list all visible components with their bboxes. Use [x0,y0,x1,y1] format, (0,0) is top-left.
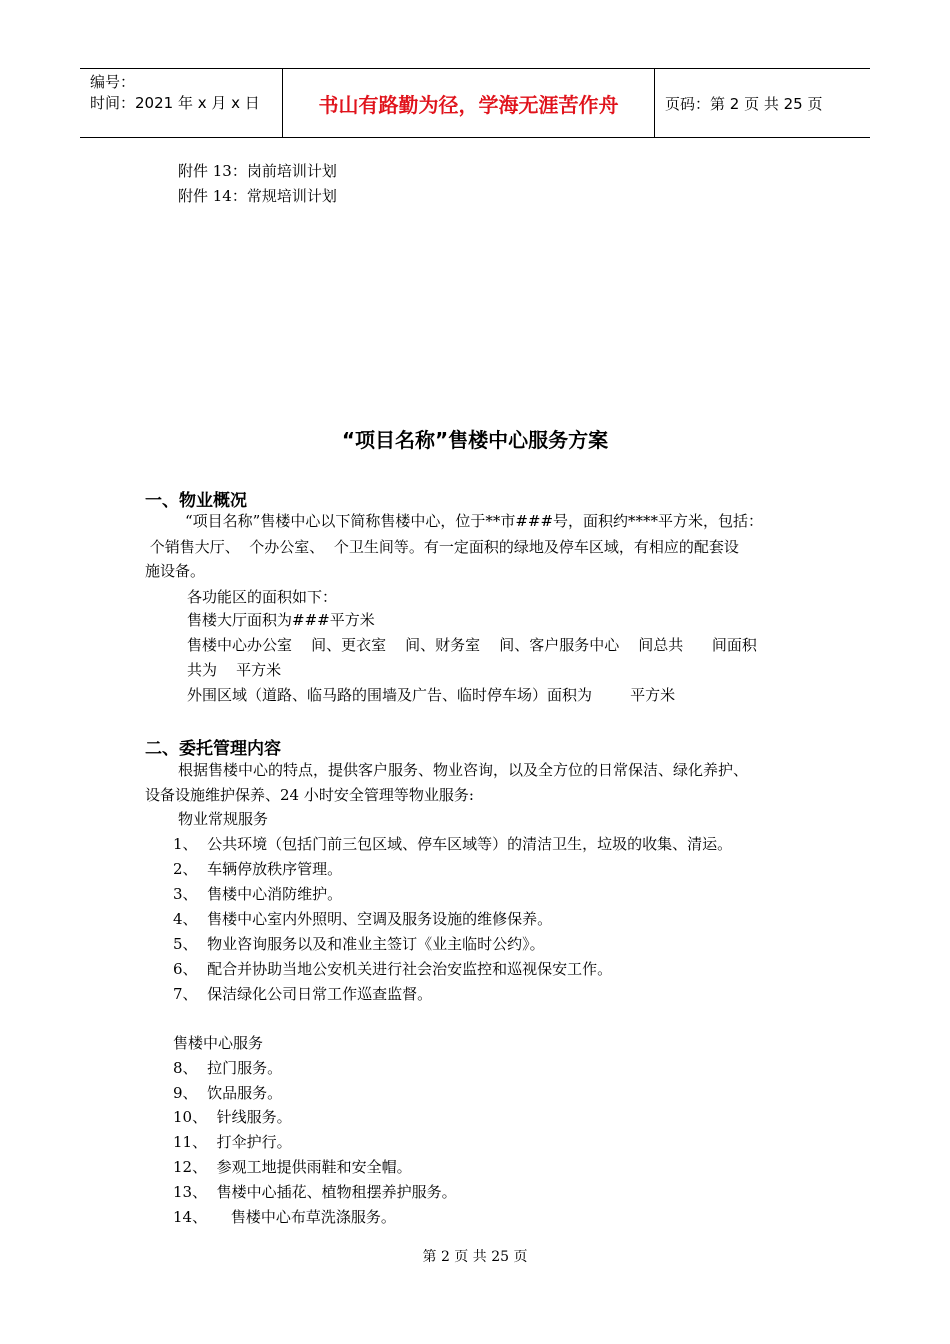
attachment-14: 附件 14：常规培训计划 [178,187,337,205]
page-header [80,68,870,138]
section2-heading: 二、委托管理内容 [145,739,281,759]
header-motto: 书山有路勤为径，学海无涯苦作舟 [282,69,655,137]
section1-para-line: 施设备。 [145,562,206,580]
list-item: 12、 参观工地提供雨鞋和安全帽。 [173,1158,412,1176]
header-number-label: 编号： [90,73,136,91]
header-meta [80,69,282,137]
list-item: 11、 打伞护行。 [173,1133,292,1151]
page-footer: 第 2 页 共 25 页 [422,1249,528,1265]
header-date-label: 时间：2021 年 x 月 x 日 [90,94,260,112]
area-hall: 售楼大厅面积为###平方米 [187,611,375,629]
list-item: 7、 保洁绿化公司日常工作巡查监督。 [173,985,433,1003]
section2-para-line: 设备设施维护保养、24 小时安全管理等物业服务: [145,786,474,804]
list-item: 14、 售楼中心布草洗涤服务。 [173,1208,396,1226]
list-item: 10、 针线服务。 [173,1108,292,1126]
attachment-13: 附件 13：岗前培训计划 [178,162,337,180]
list-item: 13、 售楼中心插花、植物租摆养护服务。 [173,1183,457,1201]
section2-para-line: 根据售楼中心的特点，提供客户服务、物业咨询，以及全方位的日常保洁、绿化养护、 [178,761,749,779]
section1-para-line: “项目名称”售楼中心以下简称售楼中心，位于**市###号，面积约****平方米，包括： [185,512,764,530]
list-item: 1、 公共环境（包括门前三包区域、停车区域等）的清洁卫生，垃圾的收集、清运。 [173,835,733,853]
list-item: 6、 配合并协助当地公安机关进行社会治安监控和巡视保安工作。 [173,960,613,978]
list-item: 5、 物业咨询服务以及和准业主签订《业主临时公约》。 [173,935,545,953]
routine-services-title: 物业常规服务 [178,810,269,828]
area-intro: 各功能区的面积如下： [187,588,338,606]
area-offices: 售楼中心办公室 间、更衣室 间、财务室 间、客户服务中心 间总共 间面积 [187,636,757,654]
list-item: 3、 售楼中心消防维护。 [173,885,343,903]
list-item: 8、 拉门服务。 [173,1059,283,1077]
area-outside: 外围区域（道路、临马路的围墙及广告、临时停车场）面积为 平方米 [187,686,676,704]
list-item: 9、 饮品服务。 [173,1084,283,1102]
area-offices-total: 共为 平方米 [187,661,282,679]
list-item: 2、 车辆停放秩序管理。 [173,860,343,878]
section1-heading: 一、物业概况 [145,491,247,511]
list-item: 4、 售楼中心室内外照明、空调及服务设施的维修保养。 [173,910,553,928]
document-title: “项目名称”售楼中心服务方案 [341,428,609,452]
center-services-title: 售楼中心服务 [173,1034,264,1052]
section1-para-line: 个销售大厅、 个办公室、 个卫生间等。有一定面积的绿地及停车区域，有相应的配套设 [145,538,739,556]
header-page-info: 页码：第 2 页 共 25 页 [665,94,823,113]
